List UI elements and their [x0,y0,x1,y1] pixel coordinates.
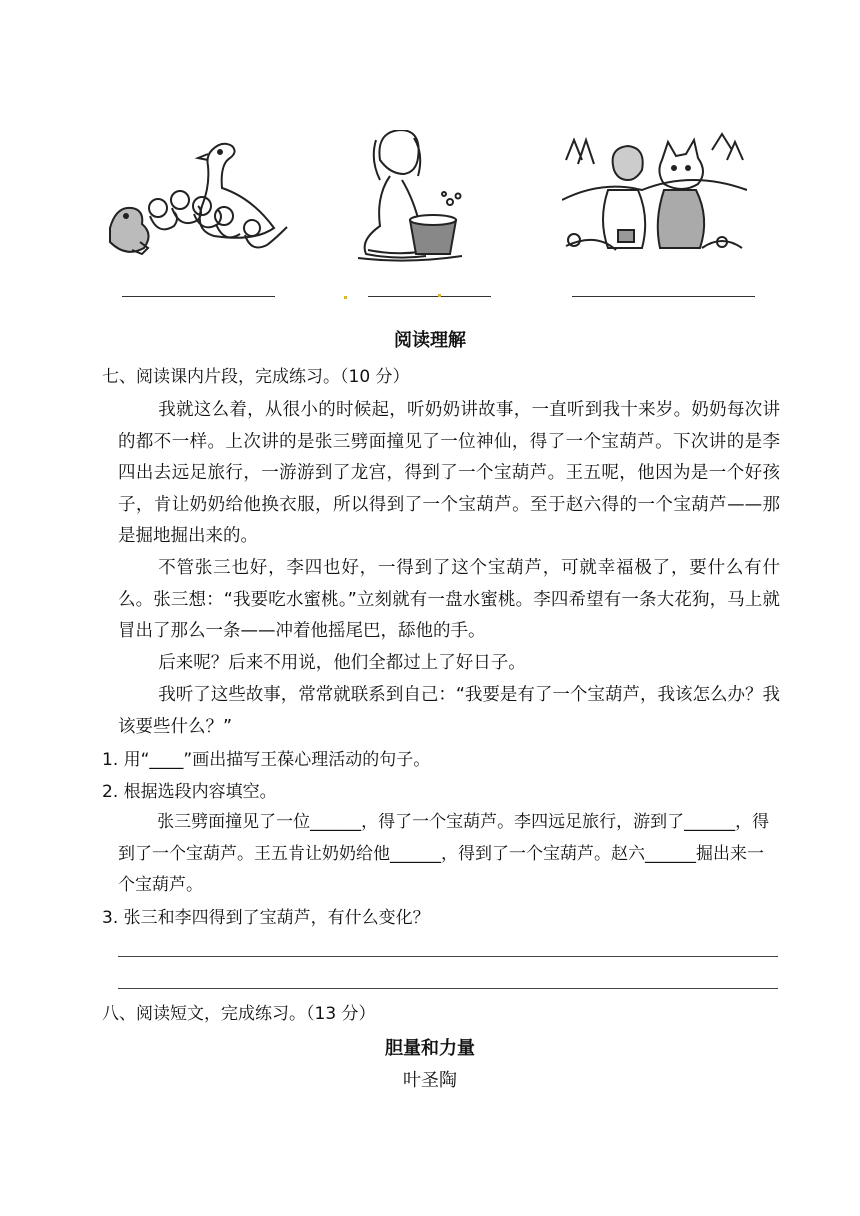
answer-line[interactable] [118,956,778,957]
duck-family-illustration [100,130,295,265]
subquestion-3: 3. 张三和李四得到了宝葫芦，有什么变化？ [102,908,430,928]
answer-line[interactable] [118,988,778,989]
passage-paragraph: 我听了这些故事，常常就联系到自己：“我要是有了一个宝葫芦，我该怎么办？我该要些什么？” [118,685,780,737]
subquestion-2-fill-text[interactable]: 张三劈面撞见了一位______，得了一个宝葫芦。李四远足旅行，游到了______，得到了一个宝葫芦。王五肯让奶奶给他______，得到了一个宝葫芦。赵六______掘出来一个宝葫芦。 [118,812,770,895]
decorative-dot [438,294,441,297]
passage-paragraph: 不管张三也好，李四也好，一得到了这个宝葫芦，可就幸福极了，要什么有什么。张三想：“我要吃水蜜桃。”立刻就有一盘水蜜桃。李四希望有一条大花狗，马上就冒出了那么一条——冲着他摇尾巴，舔他的手。 [118,558,780,641]
question-7-heading: 七、阅读课内片段，完成练习。（10 分） [102,367,410,387]
passage-paragraph: 我就这么着，从很小的时候起，听奶奶讲故事，一直听到我十来岁。奶奶每次讲的都不一样。上次讲的是张三劈面撞见了一位神仙，得了一个宝葫芦。下次讲的是李四出去远足旅行，一游游到了龙宫，得到了一个宝葫芦。王五呢，他因为是一个好孩子，肯让奶奶给他换衣服，所以得到了一个宝葫芦。至于赵六得的一个宝葫芦——那是掘地掘出来的。 [118,400,780,546]
article-author: 叶圣陶 [403,1070,457,1091]
decorative-dot [344,296,347,299]
girl-wolf-illustration [562,130,747,265]
question-8-heading: 八、阅读短文，完成练习。（13 分） [102,1004,376,1024]
subquestion-1: 1. 用“____”画出描写王葆心理活动的句子。 [102,750,431,770]
girl-bucket-illustration [350,130,470,265]
illustration-answer-blank-1[interactable] [122,296,275,297]
illustration-answer-blank-3[interactable] [572,296,755,297]
section-title: 阅读理解 [394,330,466,351]
passage-paragraph: 后来呢？后来不用说，他们全都过上了好日子。 [158,653,526,673]
article-title: 胆量和力量 [385,1038,475,1059]
subquestion-2: 2. 根据选段内容填空。 [102,782,277,802]
illustration-answer-blank-2[interactable] [368,296,491,297]
